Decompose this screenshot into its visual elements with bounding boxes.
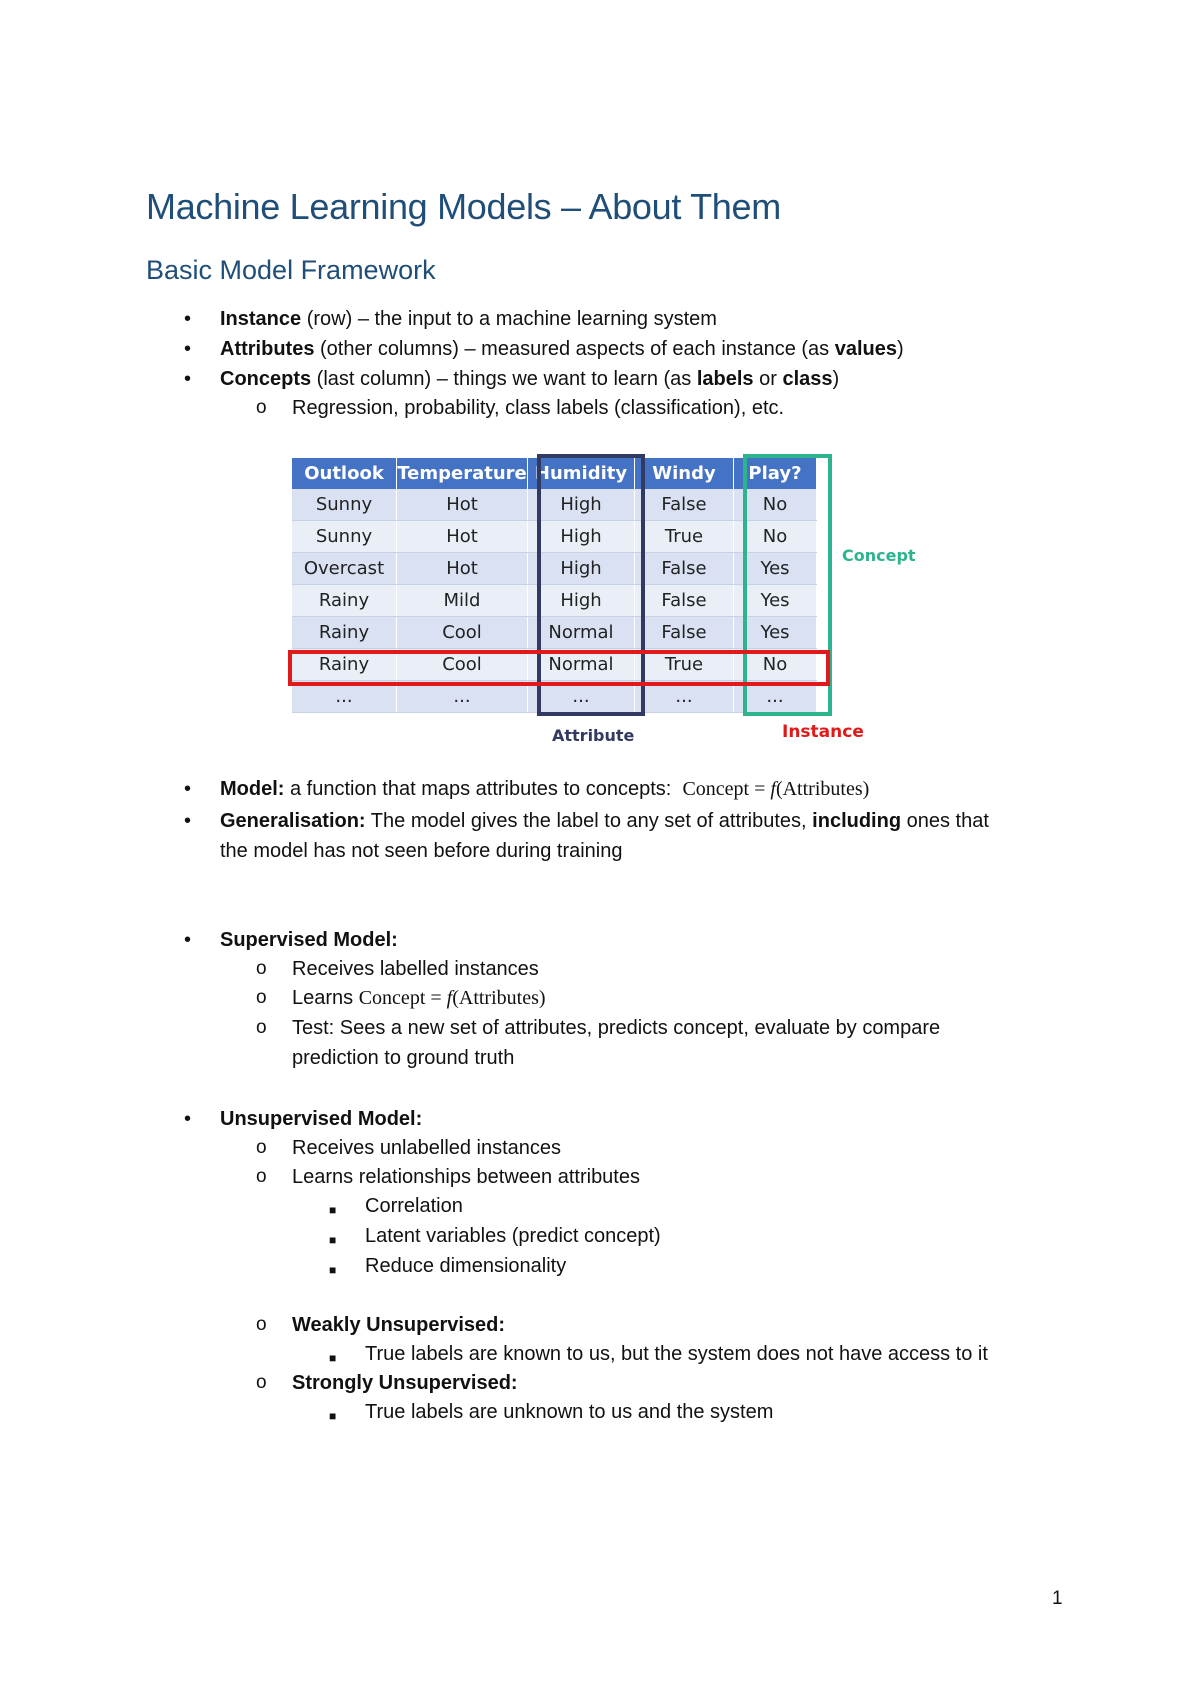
term-model: Model:: [220, 778, 285, 800]
table-cell: Hot: [397, 521, 528, 553]
sub-bullet-text: Regression, probability, class labels (classification), etc.: [292, 397, 785, 419]
section-heading: Basic Model Framework: [146, 255, 436, 285]
table-cell: Rainy: [292, 617, 397, 649]
header-windy: Windy: [635, 458, 734, 489]
bullet-text: The model gives the label to any set of attributes,: [365, 810, 813, 832]
bullet-text: a function that maps attributes to concepts:: [284, 778, 672, 800]
table-row: [292, 553, 817, 585]
table-cell: High: [528, 521, 635, 553]
sub-bullet-text: Receives unlabelled instances: [292, 1137, 562, 1159]
term-supervised: Supervised Model:: [220, 929, 398, 951]
header-temperature: Temperature: [397, 458, 528, 489]
term-instance: Instance: [220, 308, 302, 330]
term-class: class: [782, 368, 833, 390]
table-cell: Cool: [397, 649, 528, 681]
header-play: Play?: [734, 458, 817, 489]
table-cell: Yes: [734, 585, 817, 617]
formula-f: f: [770, 778, 776, 800]
term-labels: labels: [696, 368, 754, 390]
bullet-text: (row) – the input to a machine learning system: [301, 308, 717, 330]
term-concepts: Concepts: [220, 368, 312, 390]
table-cell: ...: [734, 681, 817, 713]
table-cell: False: [635, 553, 734, 585]
sub-bullet-marker: o: [256, 987, 267, 1008]
term-values: values: [834, 338, 897, 360]
sub-sub-bullet-text: Correlation: [365, 1195, 463, 1217]
table-header-row: [292, 458, 817, 489]
supervised-test-continued: prediction to ground truth: [292, 1047, 515, 1069]
square-bullet-marker: ■: [329, 1233, 337, 1247]
table-cell: Cool: [397, 617, 528, 649]
sub-bullet-marker: o: [256, 1166, 267, 1187]
sub-sub-bullet-text: Reduce dimensionality: [365, 1255, 567, 1277]
table-cell: No: [734, 649, 817, 681]
table-cell: True: [635, 521, 734, 553]
weather-table-figure: [288, 454, 948, 754]
concept-label: Concept: [842, 546, 916, 565]
formula-text: Concept =: [682, 778, 771, 800]
formula-text: (Attributes): [452, 987, 546, 1009]
weather-table: [292, 458, 817, 713]
square-bullet-marker: ■: [329, 1263, 337, 1277]
instance-label: Instance: [782, 722, 864, 742]
table-cell: Rainy: [292, 585, 397, 617]
bullet-text: ): [896, 338, 904, 360]
table-row-instance: [292, 649, 817, 681]
table-row: [292, 681, 817, 713]
bullet-marker: •: [184, 338, 192, 360]
term-including: including: [812, 810, 902, 832]
sub-bullet-marker: o: [256, 1372, 267, 1393]
bullet-marker: •: [184, 368, 192, 390]
table-row: [292, 521, 817, 553]
bullet-marker: •: [184, 308, 192, 330]
table-cell: False: [635, 489, 734, 521]
bullet-marker: •: [184, 810, 192, 832]
table-row: [292, 585, 817, 617]
square-bullet-marker: ■: [329, 1203, 337, 1217]
table-cell: Overcast: [292, 553, 397, 585]
table-cell: High: [528, 553, 635, 585]
term-unsupervised: Unsupervised Model:: [220, 1108, 423, 1130]
header-humidity: Humidity: [528, 458, 635, 489]
table-cell: Yes: [734, 553, 817, 585]
table-cell: ...: [397, 681, 528, 713]
page-title: Machine Learning Models – About Them: [146, 186, 781, 227]
table-cell: ...: [635, 681, 734, 713]
formula-f: f: [446, 987, 453, 1009]
bullet-text: (last column) – things we want to learn (as: [311, 368, 697, 390]
table-row: [292, 489, 817, 521]
term-generalisation: Generalisation:: [220, 810, 366, 832]
term-weakly-unsupervised: Weakly Unsupervised:: [292, 1314, 506, 1336]
sub-bullet-marker: o: [256, 397, 267, 418]
formula-text: (Attributes): [775, 778, 870, 800]
sub-bullet-text: Learns: [292, 987, 359, 1009]
table-cell: High: [528, 585, 635, 617]
table-row: [292, 617, 817, 649]
generalisation-continued: the model has not seen before during training: [220, 840, 623, 862]
sub-bullet-text: Receives labelled instances: [292, 958, 539, 980]
bullet-marker: •: [184, 778, 192, 800]
bullet-marker: •: [184, 929, 192, 951]
bullet-text: ones that: [901, 810, 989, 832]
table-cell: Normal: [528, 649, 635, 681]
attribute-label: Attribute: [552, 726, 635, 745]
table-cell: Rainy: [292, 649, 397, 681]
sub-sub-bullet-text: True labels are known to us, but the system does not have access to it: [365, 1343, 988, 1365]
square-bullet-marker: ■: [329, 1351, 337, 1365]
bullet-text: ): [832, 368, 840, 390]
table-cell: Sunny: [292, 489, 397, 521]
table-cell: ...: [528, 681, 635, 713]
sub-bullet-text: Test: Sees a new set of attributes, predicts concept, evaluate by compare: [292, 1017, 941, 1039]
sub-bullet-marker: o: [256, 1137, 267, 1158]
table-cell: Hot: [397, 553, 528, 585]
formula-text: Concept =: [358, 987, 447, 1009]
header-outlook: Outlook: [292, 458, 397, 489]
table-cell: ...: [292, 681, 397, 713]
term-strongly-unsupervised: Strongly Unsupervised:: [292, 1372, 518, 1394]
term-attributes: Attributes: [220, 338, 315, 360]
bullet-marker: •: [184, 1108, 192, 1130]
table-cell: No: [734, 489, 817, 521]
sub-bullet-marker: o: [256, 1314, 267, 1335]
learns-formula: [359, 987, 546, 1009]
table-cell: True: [635, 649, 734, 681]
table-cell: Hot: [397, 489, 528, 521]
sub-bullet-marker: o: [256, 1017, 267, 1038]
table-cell: High: [528, 489, 635, 521]
table-cell: Normal: [528, 617, 635, 649]
square-bullet-marker: ■: [329, 1409, 337, 1423]
table-cell: No: [734, 521, 817, 553]
table-cell: Yes: [734, 617, 817, 649]
page-number: 1: [1052, 1588, 1063, 1609]
table-cell: False: [635, 585, 734, 617]
sub-sub-bullet-text: Latent variables (predict concept): [365, 1225, 661, 1247]
sub-bullet-marker: o: [256, 958, 267, 979]
table-cell: Mild: [397, 585, 528, 617]
bullet-text: or: [753, 368, 783, 390]
table-cell: Sunny: [292, 521, 397, 553]
model-formula: [682, 778, 869, 800]
sub-bullet-text: Learns relationships between attributes: [292, 1166, 640, 1188]
table-cell: False: [635, 617, 734, 649]
sub-sub-bullet-text: True labels are unknown to us and the system: [365, 1401, 774, 1423]
bullet-text: (other columns) – measured aspects of each instance (as: [314, 338, 835, 360]
